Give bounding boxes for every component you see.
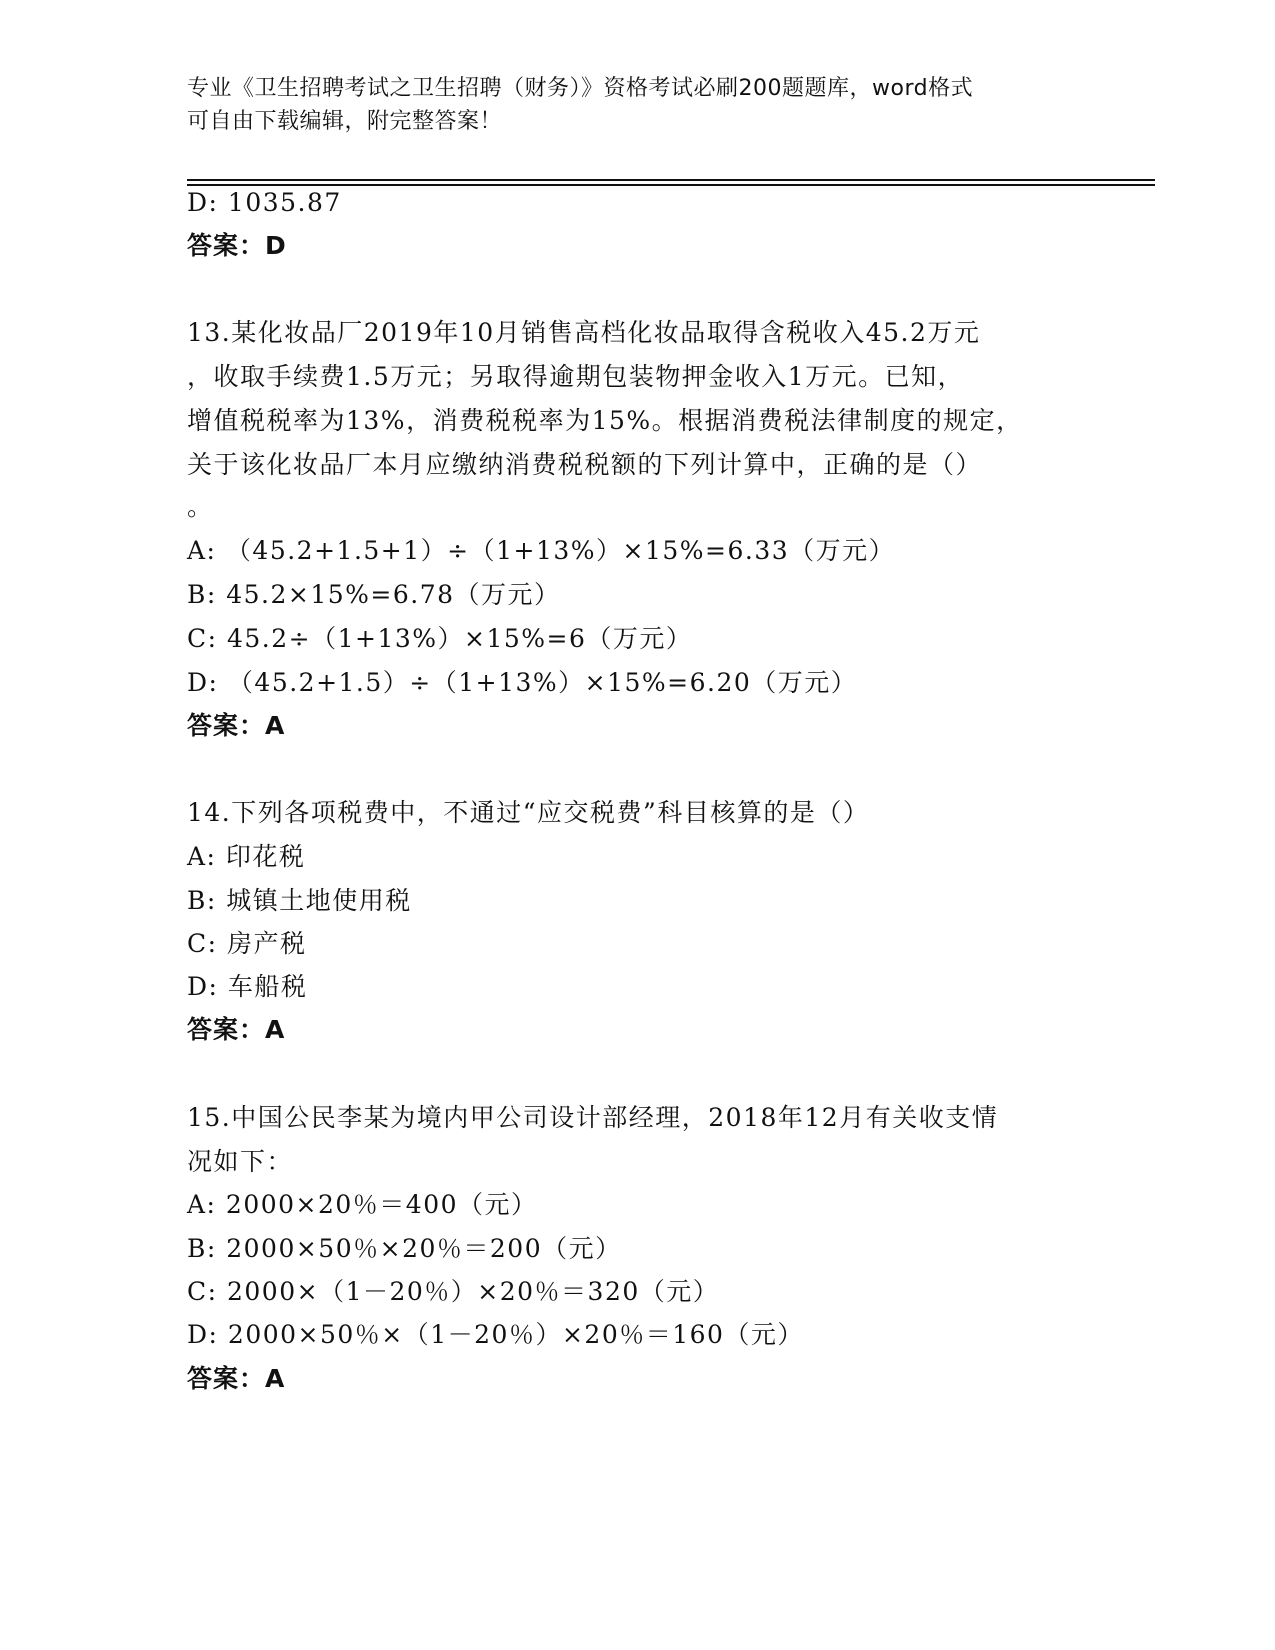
q15-option-c: C: 2000×（1－20％）×20％＝320（元） <box>187 1277 720 1306</box>
q13-stem-line-1: 13.某化妆品厂2019年10月销售高档化妆品取得含税收入45.2万元 <box>187 318 981 347</box>
q15-stem-line-1: 15.中国公民李某为境内甲公司设计部经理，2018年12月有关收支情 <box>187 1103 999 1132</box>
q13-answer: 答案：A <box>187 711 286 740</box>
header-line-1: 专业《卫生招聘考试之卫生招聘（财务）》资格考试必刷200题题库，word格式 <box>187 76 974 101</box>
q14-option-c: C: 房产税 <box>187 929 307 958</box>
header-line-2: 可自由下载编辑，附完整答案！ <box>187 109 503 134</box>
q14-answer: 答案：A <box>187 1015 286 1044</box>
q13-option-a: A: （45.2+1.5+1）÷（1+13%）×15%=6.33（万元） <box>187 536 896 565</box>
q15-option-b: B: 2000×50％×20％＝200（元） <box>187 1234 622 1263</box>
q15-option-a: A: 2000×20％＝400（元） <box>187 1190 538 1219</box>
q15-stem-line-2: 况如下： <box>187 1147 294 1176</box>
q14-option-d: D: 车船税 <box>187 972 308 1001</box>
q13-stem-line-4: 关于该化妆品厂本月应缴纳消费税税额的下列计算中，正确的是（） <box>187 450 983 479</box>
prev-option-d: D: 1035.87 <box>187 188 342 217</box>
q15-option-d: D: 2000×50％×（1－20％）×20％＝160（元） <box>187 1320 804 1349</box>
prev-answer: 答案：D <box>187 231 287 260</box>
document-header <box>187 72 1087 138</box>
q13-stem-line-3: 增值税税率为13%，消费税税率为15%。根据消费税法律制度的规定， <box>187 406 1023 435</box>
q14-option-b: B: 城镇土地使用税 <box>187 886 412 915</box>
q13-option-b: B: 45.2×15%=6.78（万元） <box>187 580 561 609</box>
header-divider-top <box>187 179 1155 181</box>
q13-stem-line-5: 。 <box>187 492 214 521</box>
q14-stem-line-1: 14.下列各项税费中，不通过“应交税费”科目核算的是（） <box>187 798 870 827</box>
q15-answer: 答案：A <box>187 1364 286 1393</box>
q13-stem-line-2: ，收取手续费1.5万元；另取得逾期包装物押金收入1万元。已知， <box>187 362 965 391</box>
q13-option-d: D: （45.2+1.5）÷（1+13%）×15%=6.20（万元） <box>187 668 858 697</box>
q14-option-a: A: 印花税 <box>187 842 306 871</box>
q13-option-c: C: 45.2÷（1+13%）×15%=6（万元） <box>187 624 693 653</box>
